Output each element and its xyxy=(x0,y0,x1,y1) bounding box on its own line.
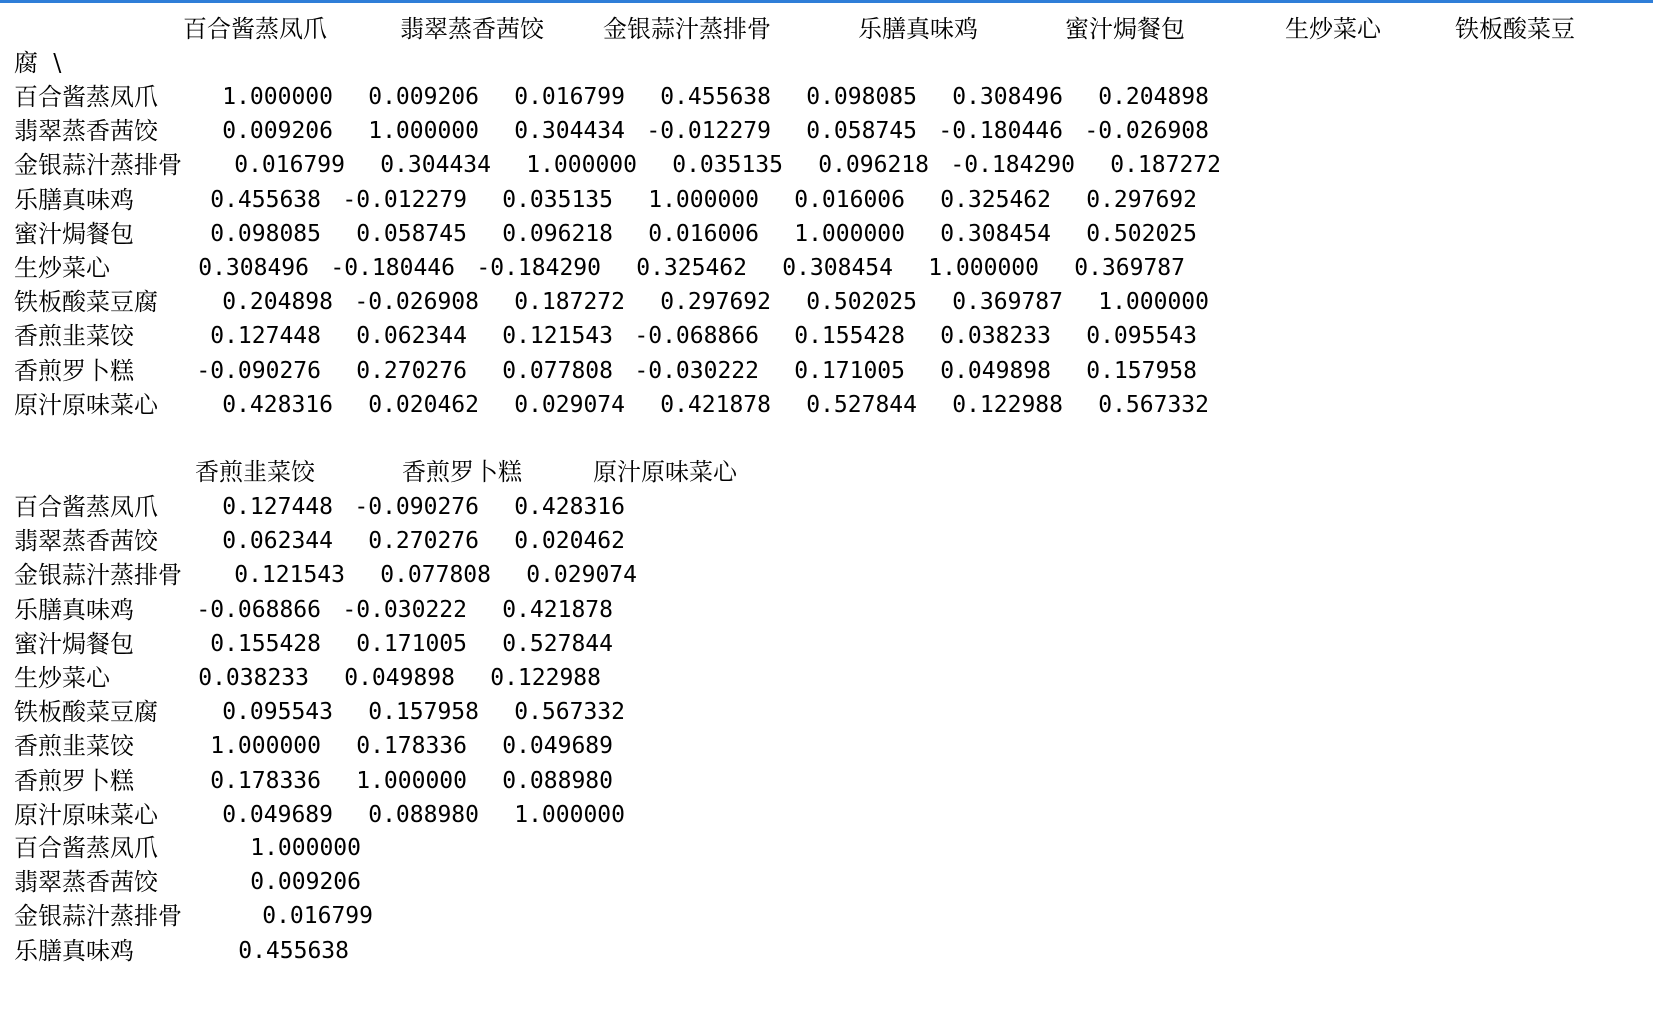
row-label: 香煎罗卜糕 xyxy=(14,766,134,795)
table-cell: 0.502025 xyxy=(806,289,917,316)
table-cell: 0.095543 xyxy=(222,699,333,726)
row-label: 金银蒜汁蒸排骨 xyxy=(14,151,182,180)
table-cell: 1.000000 xyxy=(222,84,333,110)
table-cell: 0.204898 xyxy=(222,289,333,316)
row-label: 生炒菜心 xyxy=(14,254,110,282)
table-cell: 0.567332 xyxy=(1098,391,1209,418)
row-label: 香煎罗卜糕 xyxy=(14,356,134,385)
table-cell: 0.049898 xyxy=(940,357,1051,384)
table-cell: -0.026908 xyxy=(354,289,479,316)
table-cell: 0.058745 xyxy=(806,118,917,145)
table-cell: 0.567332 xyxy=(514,699,625,726)
row-label: 蜜汁焗餐包 xyxy=(14,219,134,248)
table-cell: 0.178336 xyxy=(210,767,321,794)
column-header: 香煎韭菜饺 xyxy=(195,458,315,486)
row-label: 香煎韭菜饺 xyxy=(14,732,134,761)
table-cell: -0.012279 xyxy=(646,118,771,145)
table-cell: 0.455638 xyxy=(210,186,321,213)
table-cell: 0.187272 xyxy=(514,289,625,316)
table-cell: 1.000000 xyxy=(928,255,1039,281)
table-cell: -0.068866 xyxy=(196,596,321,623)
column-header: 原汁原味菜心 xyxy=(593,458,737,486)
table-cell: 0.088980 xyxy=(502,767,613,794)
table-cell: 0.270276 xyxy=(356,357,467,384)
table-cell: 0.270276 xyxy=(368,528,479,555)
table-cell: 0.062344 xyxy=(356,323,467,350)
column-header: 百合酱蒸凤爪 xyxy=(183,15,327,43)
table-cell: 0.098085 xyxy=(210,220,321,247)
series-label: 金银蒜汁蒸排骨 xyxy=(14,902,182,931)
table-cell: 0.121543 xyxy=(234,562,345,589)
table-cell: -0.030222 xyxy=(634,357,759,384)
column-header: 金银蒜汁蒸排骨 xyxy=(603,15,771,43)
table-cell: 1.000000 xyxy=(368,118,479,145)
table-cell: -0.090276 xyxy=(196,357,321,384)
series-value: 0.016799 xyxy=(262,903,373,930)
table-cell: 0.369787 xyxy=(952,289,1063,316)
series-label: 翡翠蒸香茜饺 xyxy=(14,868,158,897)
table-cell: 0.171005 xyxy=(794,357,905,384)
row-label: 乐膳真味鸡 xyxy=(14,595,134,624)
table-cell: 0.009206 xyxy=(222,118,333,145)
table-cell: 0.016799 xyxy=(514,84,625,110)
column-header: 乐膳真味鸡 xyxy=(858,15,978,43)
table-cell: 0.096218 xyxy=(818,152,929,179)
series-value: 0.455638 xyxy=(238,937,349,964)
row-label: 铁板酸菜豆腐 xyxy=(14,288,158,317)
row-label: 香煎韭菜饺 xyxy=(14,322,134,351)
table-cell: 0.297692 xyxy=(1086,186,1197,213)
table-cell: 0.325462 xyxy=(636,255,747,281)
row-label: 金银蒜汁蒸排骨 xyxy=(14,561,182,590)
table-cell: 1.000000 xyxy=(210,733,321,760)
table-cell: 0.455638 xyxy=(660,84,771,110)
table-cell: 0.077808 xyxy=(502,357,613,384)
table-cell: 1.000000 xyxy=(514,801,625,828)
table-cell: 1.000000 xyxy=(648,186,759,213)
row-label: 铁板酸菜豆腐 xyxy=(14,698,158,727)
table-cell: 0.308496 xyxy=(952,84,1063,110)
table-cell: 0.171005 xyxy=(356,630,467,657)
row-label: 原汁原味菜心 xyxy=(14,390,158,419)
table-cell: 1.000000 xyxy=(526,152,637,179)
table-cell: -0.068866 xyxy=(634,323,759,350)
series-value: 0.009206 xyxy=(250,869,361,896)
table-cell: 0.421878 xyxy=(660,391,771,418)
table-cell: 0.016006 xyxy=(794,186,905,213)
table-cell: 0.058745 xyxy=(356,220,467,247)
table-cell: 0.308496 xyxy=(198,255,309,281)
table-cell: 0.038233 xyxy=(940,323,1051,350)
row-label: 百合酱蒸凤爪 xyxy=(14,83,158,111)
column-header: 生炒菜心 xyxy=(1285,15,1381,43)
series-label: 乐膳真味鸡 xyxy=(14,936,134,965)
table-cell: 0.527844 xyxy=(502,630,613,657)
table-cell: 0.121543 xyxy=(502,323,613,350)
table-cell: 0.077808 xyxy=(380,562,491,589)
table-cell: 0.157958 xyxy=(368,699,479,726)
table-cell: 0.096218 xyxy=(502,220,613,247)
table-cell: -0.184290 xyxy=(476,255,601,281)
table-cell: 0.062344 xyxy=(222,528,333,555)
table-cell: 0.049898 xyxy=(344,665,455,691)
table-cell: 0.122988 xyxy=(952,391,1063,418)
table-cell: 0.035135 xyxy=(672,152,783,179)
table-cell: 0.369787 xyxy=(1074,255,1185,281)
table-cell: 0.527844 xyxy=(806,391,917,418)
table-cell: 0.178336 xyxy=(356,733,467,760)
table-cell: 0.428316 xyxy=(222,391,333,418)
table-cell: -0.030222 xyxy=(342,596,467,623)
table-cell: 0.029074 xyxy=(514,391,625,418)
column-header: 翡翠蒸香茜饺 xyxy=(400,15,544,43)
table-cell: 0.049689 xyxy=(502,733,613,760)
table-cell: -0.026908 xyxy=(1084,118,1209,145)
table-cell: 0.020462 xyxy=(368,391,479,418)
table-cell: 0.502025 xyxy=(1086,220,1197,247)
table-cell: -0.184290 xyxy=(950,152,1075,179)
table-cell: 0.304434 xyxy=(514,118,625,145)
table-cell: 0.157958 xyxy=(1086,357,1197,384)
table-cell: -0.180446 xyxy=(938,118,1063,145)
row-label: 蜜汁焗餐包 xyxy=(14,629,134,658)
table-cell: -0.012279 xyxy=(342,186,467,213)
table-cell: 0.029074 xyxy=(526,562,637,589)
table-cell: 0.428316 xyxy=(514,494,625,520)
row-label: 原汁原味菜心 xyxy=(14,800,158,829)
table-cell: 0.009206 xyxy=(368,84,479,110)
table-cell: 0.304434 xyxy=(380,152,491,179)
table-cell: 0.155428 xyxy=(210,630,321,657)
row-label: 翡翠蒸香茜饺 xyxy=(14,527,158,556)
table-cell: 0.038233 xyxy=(198,665,309,691)
series-value: 1.000000 xyxy=(250,835,361,861)
table-cell: 0.020462 xyxy=(514,528,625,555)
table-cell: 0.035135 xyxy=(502,186,613,213)
header-wrap-continuation: 腐 \ xyxy=(14,49,62,77)
column-header: 蜜汁焗餐包 xyxy=(1065,15,1185,43)
column-header: 香煎罗卜糕 xyxy=(402,458,522,486)
table-cell: 0.421878 xyxy=(502,596,613,623)
table-cell: -0.090276 xyxy=(354,494,479,520)
table-cell: 0.088980 xyxy=(368,801,479,828)
table-cell: 1.000000 xyxy=(1098,289,1209,316)
table-cell: 0.122988 xyxy=(490,665,601,691)
table-cell: 0.297692 xyxy=(660,289,771,316)
table-cell: 0.127448 xyxy=(210,323,321,350)
table-cell: 1.000000 xyxy=(794,220,905,247)
row-label: 百合酱蒸凤爪 xyxy=(14,493,158,521)
table-cell: 0.095543 xyxy=(1086,323,1197,350)
row-label: 乐膳真味鸡 xyxy=(14,185,134,214)
row-label: 生炒菜心 xyxy=(14,664,110,692)
table-cell: 0.016006 xyxy=(648,220,759,247)
table-cell: 0.127448 xyxy=(222,494,333,520)
table-cell: 0.325462 xyxy=(940,186,1051,213)
table-cell: 0.098085 xyxy=(806,84,917,110)
column-header: 铁板酸菜豆 xyxy=(1455,15,1575,43)
series-label: 百合酱蒸凤爪 xyxy=(14,834,158,862)
table-cell: 0.155428 xyxy=(794,323,905,350)
table-cell: 0.204898 xyxy=(1098,84,1209,110)
table-cell: 0.016799 xyxy=(234,152,345,179)
table-cell: 0.187272 xyxy=(1110,152,1221,179)
table-cell: -0.180446 xyxy=(330,255,455,281)
table-cell: 0.049689 xyxy=(222,801,333,828)
table-cell: 0.308454 xyxy=(940,220,1051,247)
table-cell: 0.308454 xyxy=(782,255,893,281)
row-label: 翡翠蒸香茜饺 xyxy=(14,117,158,146)
table-cell: 1.000000 xyxy=(356,767,467,794)
